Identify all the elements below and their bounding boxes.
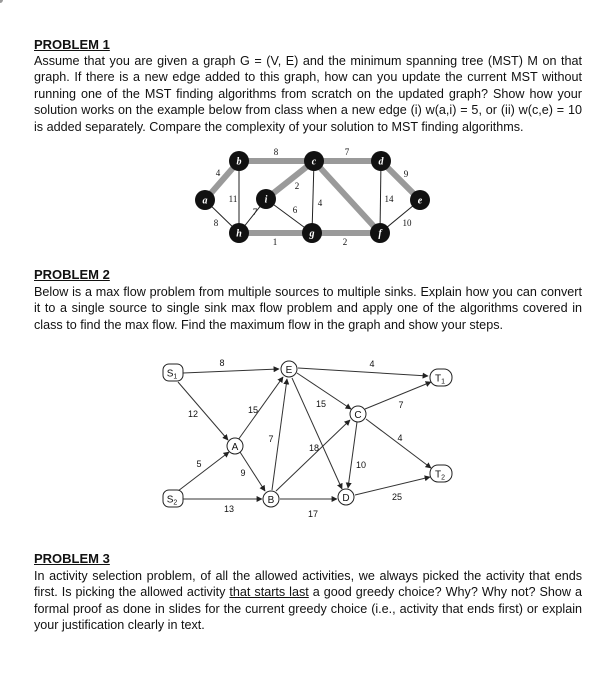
cap-b-e: 7 bbox=[268, 434, 274, 444]
cap-s2-b: 13 bbox=[223, 504, 235, 514]
cap-s1-e: 8 bbox=[219, 358, 225, 368]
problem1-text: Assume that you are given a graph G = (V, E) and the minimum spanning tree (MST) M on that graph. If there is a new edge added to this graph, how can you update the current MST without running one of the MST finding algorithms from scratch on the updated graph? Show how your solution works on the example below from class when a new edge (i) w(a,i) = 5, or (ii) w(c,e) = 10 is added separately. Compare the complexity of your solution to MST finding algorithms. bbox=[34, 54, 582, 134]
flow-edge-s2-a bbox=[178, 452, 229, 491]
weight-c-i: 2 bbox=[294, 181, 300, 191]
node-s1-label: $S_1$ bbox=[166, 368, 178, 381]
weight-h-i: 7 bbox=[252, 207, 258, 217]
weight-e-f: 10 bbox=[402, 218, 412, 228]
cap-a-e: 15 bbox=[247, 405, 259, 415]
cap-e-t1: 4 bbox=[369, 359, 375, 369]
weight-h-g: 1 bbox=[272, 237, 278, 247]
cap-b-d: 17 bbox=[307, 509, 319, 519]
problem3-text-after: a good greedy choice? Why? Why not? Show a formal proof as done in slides for the current greedy choice (i.e., activity that ends first) or explain your justification clearly in text. bbox=[34, 585, 582, 633]
flow-edge-s1-e bbox=[183, 369, 279, 373]
cap-c-d: 10 bbox=[355, 460, 367, 470]
weight-b-c: 8 bbox=[273, 147, 279, 157]
node-s2-label: $S_2$ bbox=[166, 494, 178, 507]
flow-edge-c-d bbox=[348, 422, 357, 488]
flow-edge-b-e bbox=[272, 379, 287, 490]
node-i-label: i bbox=[264, 194, 268, 206]
weight-a-h: 8 bbox=[213, 218, 219, 228]
cap-e-c: 15 bbox=[315, 399, 327, 409]
problem3-heading: PROBLEM 3 bbox=[34, 551, 110, 566]
problem3-text-underlined: that starts last bbox=[229, 585, 309, 600]
node-t2-label: $T_2$ bbox=[434, 469, 446, 482]
cap-a-b: 9 bbox=[240, 468, 246, 478]
node-e-label: E bbox=[285, 365, 293, 376]
cap-c-t1: 7 bbox=[398, 400, 404, 410]
weight-i-g: 6 bbox=[292, 205, 298, 215]
node-e-label: e bbox=[417, 195, 423, 207]
node-t1-label: $T_1$ bbox=[434, 373, 446, 386]
weight-c-d: 7 bbox=[344, 147, 350, 157]
weight-d-e: 9 bbox=[403, 169, 409, 179]
problem2-text: Below is a max flow problem from multiple sources to multiple sinks. Explain how you can convert it to a single source to single sink max flow problem and apply one of the algorithms covered in class to find the max flow. Find the maximum flow in the graph and show your steps. bbox=[34, 285, 582, 332]
node-b-label: b bbox=[236, 156, 242, 168]
node-g-label: g bbox=[309, 228, 315, 240]
cap-e-d: 18 bbox=[308, 443, 320, 453]
node-b-label: B bbox=[267, 495, 275, 506]
node-h-label: h bbox=[236, 228, 242, 240]
problem2-heading: PROBLEM 2 bbox=[34, 267, 110, 282]
cap-s2-a: 5 bbox=[196, 459, 202, 469]
weight-a-b: 4 bbox=[215, 168, 221, 178]
weight-c-g: 4 bbox=[317, 198, 323, 208]
flow-edge-s1-a bbox=[178, 382, 228, 440]
node-a-label: A bbox=[231, 442, 239, 453]
problem3-text-before: In activity selection problem, of all the allowed activities, we always picked the activity that ends first. Is picking the allowed activity bbox=[34, 569, 582, 600]
cap-c-t2: 4 bbox=[397, 433, 403, 443]
problem3-text bbox=[34, 568, 582, 634]
flow-edge-c-t2 bbox=[366, 419, 431, 468]
node-a-label: a bbox=[202, 195, 208, 207]
node-c-label: C bbox=[354, 410, 362, 421]
flow-edge-e-t1 bbox=[298, 368, 428, 376]
weight-g-f: 2 bbox=[342, 237, 348, 247]
node-f-label: f bbox=[378, 228, 382, 240]
cap-d-t2: 25 bbox=[391, 492, 403, 502]
cap-s1-a: 12 bbox=[187, 409, 199, 419]
flow-edge-b-c bbox=[276, 420, 350, 491]
problem1-heading: PROBLEM 1 bbox=[34, 37, 110, 52]
node-c-label: c bbox=[311, 156, 317, 168]
node-d-label: d bbox=[378, 156, 384, 168]
flow-edge-a-e bbox=[238, 377, 283, 440]
weight-b-h: 11 bbox=[228, 194, 238, 204]
node-d-label: D bbox=[342, 493, 350, 504]
flow-edge-e-d bbox=[292, 378, 342, 489]
weight-d-f: 14 bbox=[384, 194, 394, 204]
